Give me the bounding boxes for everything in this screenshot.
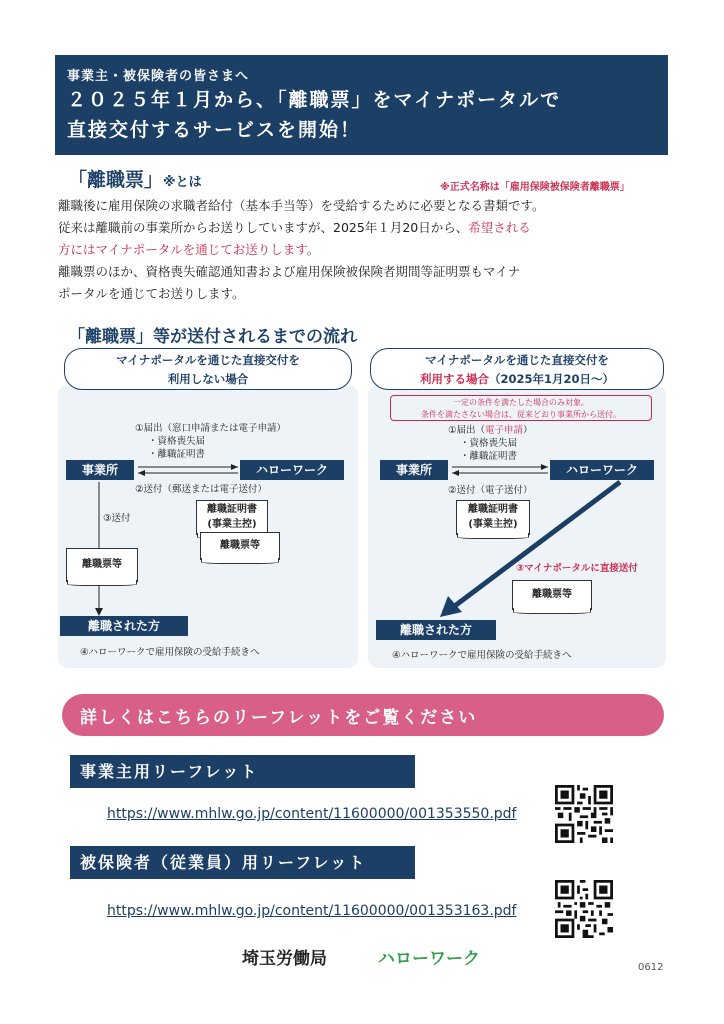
right-pill-red: 利用する場合 xyxy=(419,372,489,386)
right-step2: ②送付（電子送付） xyxy=(448,485,533,496)
flow-left-pill xyxy=(64,348,352,390)
left-pill-line1: マイナポータルを通じた直接交付を xyxy=(116,353,300,367)
left-step3: ③送付 xyxy=(103,513,131,524)
leaflet-employee-title: 被保険者（従業員）用リーフレット xyxy=(70,846,415,879)
left-office-box: 事業所 xyxy=(66,460,134,480)
header-subtitle: 事業主・被保険者の皆さまへ xyxy=(67,69,250,84)
hellowork-logo: ハローワーク xyxy=(378,949,480,969)
right-doc-cert-line1: 離職証明書 xyxy=(468,504,518,515)
right-pill-line2 xyxy=(371,370,663,389)
header-title-line2: 直接交付するサービスを開始！ xyxy=(67,119,362,141)
definition-heading-mark: ※とは xyxy=(163,175,202,190)
para2-a: 従来は離職前の事業所からお送りしていますが、2025年１月20日から、 xyxy=(58,220,469,235)
cond-line2: 条件を満たさない場合は、従来どおり事業所から送付。 xyxy=(421,410,621,419)
cond-line1: 一定の条件を満たした場合のみ対象。 xyxy=(453,398,589,407)
right-hellowork-box: ハローワーク xyxy=(550,460,654,480)
left-person-box: 離職された方 xyxy=(60,616,188,636)
right-doc-cert-line2: (事業主控) xyxy=(468,519,518,530)
para3-line1: 離職票のほか、資格喪失確認通知書および雇用保険被保険者期間等証明票もマイナ xyxy=(58,264,521,279)
qr-code-icon[interactable] xyxy=(555,785,613,843)
condition-box xyxy=(390,395,652,421)
flow-heading: 「離職票」等が送付されるまでの流れ xyxy=(68,327,357,347)
right-pill-line1: マイナポータルを通じた直接交付を xyxy=(425,353,609,367)
left-step1-item2: ・離職証明書 xyxy=(148,449,206,460)
definition-note: ※正式名称は「雇用保険被保険者離職票」 xyxy=(440,182,630,193)
leaflet-banner xyxy=(62,694,664,736)
left-hellowork-box: ハローワーク xyxy=(240,460,344,480)
right-step3: ③マイナポータルに直接送付 xyxy=(516,563,638,574)
left-doc-certificate xyxy=(196,500,268,535)
right-office-box: 事業所 xyxy=(380,460,448,480)
left-doc-ticket-a: 離職票等 xyxy=(200,532,280,560)
document-code: 0612 xyxy=(638,962,664,973)
definition-heading-text: 「離職票」 xyxy=(68,169,164,191)
left-doc-cert-line2: (事業主控) xyxy=(207,519,257,530)
definition-para-2 xyxy=(58,217,678,261)
left-step1: ①届出（窓口申請または電子申請） xyxy=(135,423,287,434)
leaflet-banner-text: 詳しくはこちらのリーフレットをご覧ください xyxy=(80,708,478,728)
definition-heading xyxy=(68,165,202,192)
left-double-arrow-icon xyxy=(134,462,242,478)
header-banner xyxy=(55,55,668,155)
left-pill-line2: 利用しない場合 xyxy=(167,372,249,386)
right-step1-item2: ・離職証明書 xyxy=(460,451,518,462)
right-pill-date: （2025年1月20日～） xyxy=(488,372,614,386)
right-step1-item1: ・資格喪失届 xyxy=(460,438,518,449)
definition-para-3 xyxy=(58,261,678,305)
right-person-box: 離職された方 xyxy=(376,620,496,640)
left-doc-ticket-b: 離職票等 xyxy=(66,548,138,582)
header-title-line1: ２０２５年１月から、「離職票」をマイナポータルで xyxy=(67,89,562,111)
right-step4: ④ハローワークで雇用保険の受給手続きへ xyxy=(392,650,572,661)
leaflet-employer-title: 事業主用リーフレット xyxy=(70,755,415,788)
para2-d: 。 xyxy=(306,242,320,257)
right-step1-red: 電子申請 xyxy=(485,425,524,436)
left-step1-item1: ・資格喪失届 xyxy=(148,436,206,447)
flow-right-pill xyxy=(370,348,664,390)
left-step4: ④ハローワークで雇用保険の受給手続きへ xyxy=(80,647,260,658)
left-step2: ②送付（郵送または電子送付） xyxy=(135,484,268,495)
right-doc-ticket: 離職票等 xyxy=(512,580,592,610)
para2-b: 希望される xyxy=(468,220,531,235)
para2-c: 方にはマイナポータルを通じてお送りします xyxy=(58,242,307,257)
leaflet-employee-link[interactable]: https://www.mhlw.go.jp/content/11600000/001353163.pdf xyxy=(107,903,517,919)
left-doc-cert-line1: 離職証明書 xyxy=(207,504,257,515)
leaflet-employer-link[interactable]: https://www.mhlw.go.jp/content/11600000/001353550.pdf xyxy=(107,806,517,822)
definition-para-1: 離職後に雇用保険の求職者給付（基本手当等）を受給するために必要となる書類です。 xyxy=(58,198,545,213)
right-step1-a: ①届出（ xyxy=(448,425,486,436)
footer-office: 埼玉労働局 xyxy=(242,949,327,969)
para3-line2: ポータルを通じてお送りします。 xyxy=(58,286,245,301)
right-step1 xyxy=(448,424,533,437)
right-step1-b: ） xyxy=(523,425,533,436)
qr-code-icon[interactable] xyxy=(555,880,613,938)
